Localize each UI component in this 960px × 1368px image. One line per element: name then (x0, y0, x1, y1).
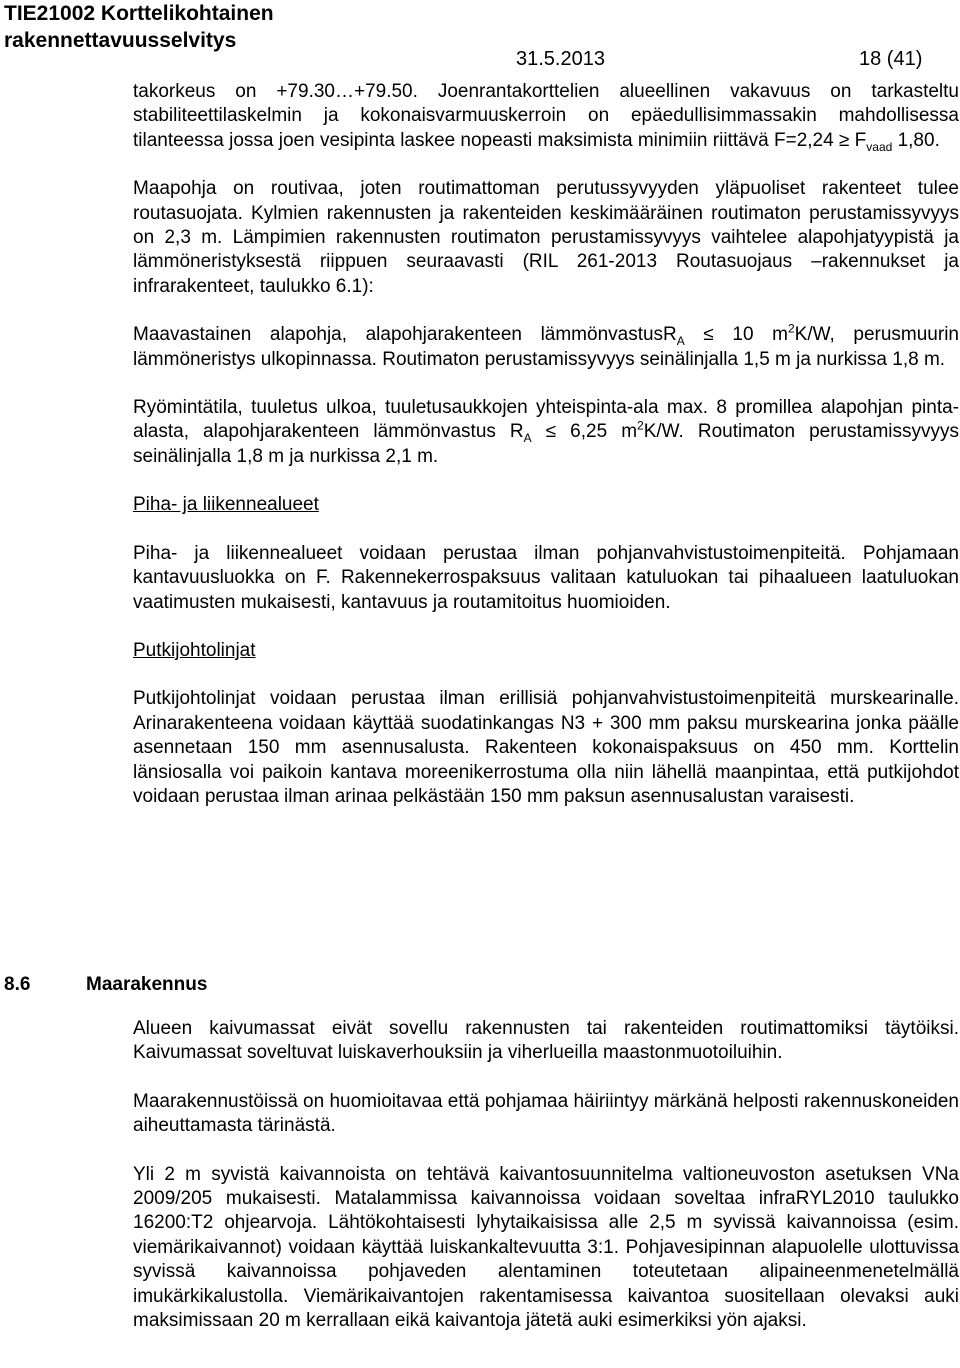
paragraph-ground-floor-end: K/W, perusmuurin lämmöneristys ulkopinnassa. Routimaton perustamissyvyys seinälinjalla 1,5 m ja nurkissa 1,8 m. (133, 324, 959, 370)
section-body (133, 1017, 959, 1333)
paragraph-excavation-plan: Yli 2 m syvistä kaivannoista on tehtävä kaivantosuunnitelma valtioneuvoston asetuksen VNa 2009/205 mukaisesti. Matalammissa kaivannoissa voidaan soveltaa infraRYL2010 taulukko 16200:T2 ohjearvoja. Lähtökohtaisesti lyhytaikaisissa alle 2,5 m syvissä kaivannoissa (esim. viemärikaivannot) voidaan käyttää luiskankaltevuutta 3:1. Pohjavesipinnan alapuolelle ulottuvissa syvissä kaivannoissa pohjaveden alentaminen toteutetaan alipaineenmenetelmällä imukärkikalustolla. Viemärikaivantojen rakentamisessa kaivantoa suositellaan olevaksi auki maksimissaan 20 m kerrallaan eikä kaivantoja jätetä auki esimerkiksi yön ajaksi. (133, 1163, 959, 1332)
paragraph-excavated-soil: Alueen kaivumassat eivät sovellu rakennusten tai rakenteiden routimattomiksi täytöiksi. Kaivumassat soveltuvat luiskaverhouksiin ja viherlueilla maastonmuotoiluihin. (133, 1018, 959, 1064)
body-content (133, 80, 959, 809)
page-number: 18 (41) (858, 48, 923, 70)
superscript-2: 2 (787, 321, 795, 336)
paragraph-stability-text: takorkeus on +79.30…+79.50. Joenrantakorttelien alueellinen vakavuus on tarkasteltu stabiliteettilaskelmin ja kokonaisvarmuuskerroin on epäedullisimmassakin mahdollisessa tilanteessa jossa joen vesipinta laskee nopeasti maksimista minimiin riittävä F=2,24 ≥ F (133, 81, 959, 151)
paragraph-ground-floor-mid: ≤ 10 m (684, 324, 788, 346)
paragraph-crawlspace-text: Ryömintätila, tuuletus ulkoa, tuuletusaukkojen yhteispinta-ala max. 8 promillea alapohjan pinta-alasta, alapohjarakenteen lämmönvastus R (133, 397, 959, 443)
superscript-2: 2 (637, 419, 644, 434)
paragraph-frost: Maapohja on routivaa, joten routimattoman perutussyvyyden yläpuoliset rakenteet tulee routasuojata. Kylmien rakennusten ja rakenteiden keskimääräinen routimaton perustamissyvyys on 2,3 m. Lämpimien rakennusten routimaton perustamissyvyys vaihtelee alapohjatyypistä ja lämmöneristyksestä riippuen seuraavasti (RIL 261-2013 Routasuojaus –rakennukset ja infrarakenteet, taulukko 6.1): (133, 178, 959, 297)
subscript-vaad: vaad (866, 139, 893, 154)
header-meta (516, 46, 922, 72)
paragraph-crawlspace-end: K/W. Routimaton perustamissyvyys seinälinjalla 1,8 m ja nurkissa 2,1 m. (133, 421, 959, 467)
paragraph-crawlspace (133, 396, 959, 469)
paragraph-yard-traffic: Piha- ja liikennealueet voidaan perustaa ilman pohjanvahvistustoimenpiteitä. Pohjamaan kantavuusluokka on F. Rakennekerrospaksuus valitaan katuluokan tai pihaalueen laatuluokan vaatimusten mukaisesti, kantavuus ja routamitoitus huomioiden. (133, 542, 959, 613)
section-number: 8.6 (4, 974, 31, 995)
subheading-yard-traffic: Piha- ja liikennealueet (133, 494, 319, 516)
subscript-a: A (676, 334, 685, 349)
paragraph-ground-floor (133, 323, 959, 372)
document-title-line2: rakennettavuusselvitys (4, 29, 237, 52)
paragraph-crawlspace-mid: ≤ 6,25 m (531, 421, 638, 443)
document-date: 31.5.2013 (516, 48, 605, 70)
section-8-6 (4, 973, 959, 1333)
document-title-line1: TIE21002 Korttelikohtainen (4, 2, 274, 25)
section-heading (4, 973, 959, 997)
subheading-pipelines: Putkijohtolinjat (133, 639, 256, 661)
subscript-a: A (523, 431, 532, 446)
section-title: Maarakennus (86, 974, 208, 995)
paragraph-vibration: Maarakennustöissä on huomioitavaa että pohjamaa häiriintyy märkänä helposti rakennuskoneiden aiheuttamasta tärinästä. (133, 1090, 959, 1137)
paragraph-ground-floor-text: Maavastainen alapohja, alapohjarakenteen lämmönvastusR (133, 324, 677, 346)
paragraph-stability (133, 80, 959, 153)
paragraph-stability-end: 1,80. (892, 129, 940, 151)
paragraph-pipelines: Putkijohtolinjat voidaan perustaa ilman erillisiä pohjanvahvistustoimenpiteitä murskearinalle. Arinarakenteena voidaan käyttää suodatinkangas N3 + 300 mm paksu murskearina jonka päälle asennetaan 150 mm asennusalusta. Rakenteen kokonaispaksuus on 450 mm. Korttelin länsiosalla voi paikoin kantava moreenikerrostuma olla niin lähellä maanpintaa, että putkijohdot voidaan perustaa ilman arinaa pelkästään 150 mm paksun asennusalustan varaisesti. (133, 688, 959, 807)
